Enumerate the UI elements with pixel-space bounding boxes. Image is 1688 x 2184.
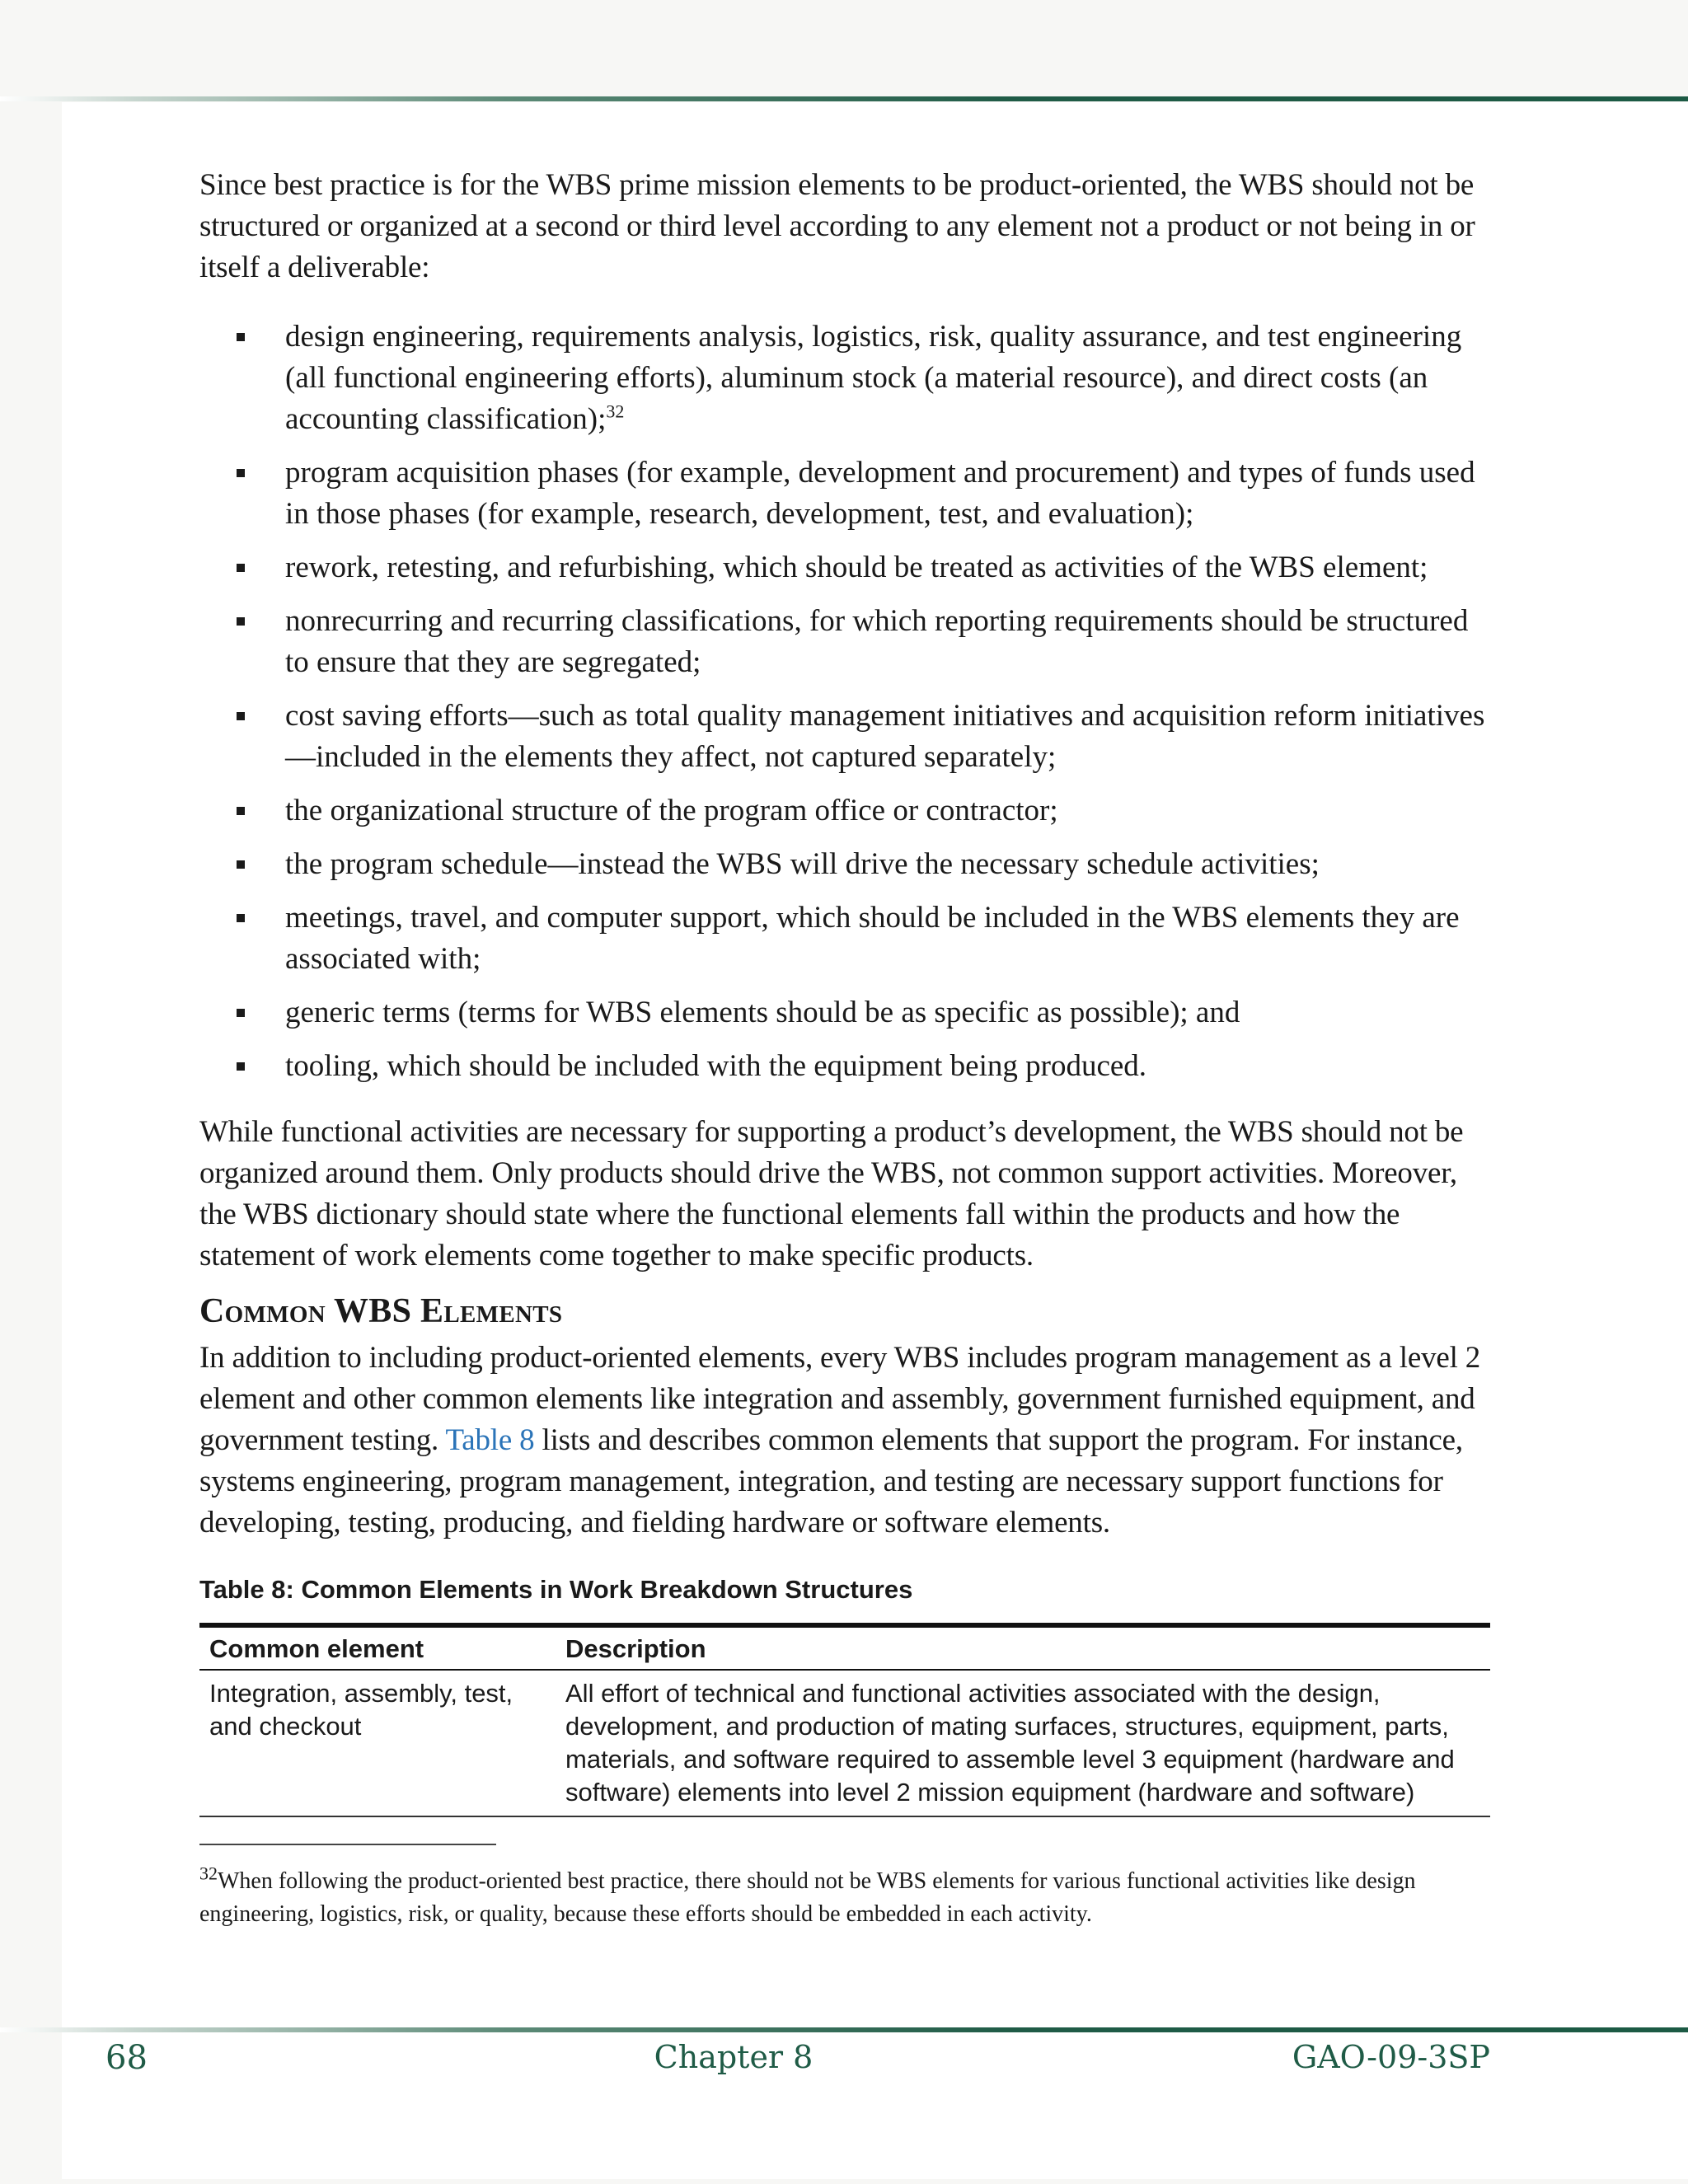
square-bullet-icon — [237, 617, 245, 626]
list-item: design engineering, requirements analysis, logistics, risk, quality assurance, and test engineering (all functional engineering efforts), aluminum stock (a material resource), and direct costs (an accounting classification);$^{32}$ — [199, 316, 1490, 440]
table-header-row — [199, 1625, 1490, 1670]
table-8-link[interactable]: Table 8 — [445, 1423, 535, 1457]
table-title: Table 8: Common Elements in Work Breakdown Structures — [199, 1575, 913, 1604]
square-bullet-icon — [237, 914, 245, 922]
square-bullet-icon — [237, 333, 245, 341]
list-item: the program schedule—instead the WBS will drive the necessary schedule activities; — [199, 844, 1490, 885]
list-item: rework, retesting, and refurbishing, which should be treated as activities of the WBS element; — [199, 547, 1490, 588]
section-heading: Common WBS Elements — [199, 1292, 563, 1330]
list-item: meetings, travel, and computer support, which should be included in the WBS elements they are associated with; — [199, 898, 1490, 980]
square-bullet-icon — [237, 712, 245, 720]
common-elements-paragraph: In addition to including product-oriented elements, every WBS includes program management as a level 2 element and other common elements like integration and assembly, government furnished equipment, and government testing. Table 8 lists and describes common elements that support the program. For instance, systems engineering, program management, integration, and testing are necessary support functions for developing, testing, producing, and fielding hardware or software elements. — [199, 1341, 1481, 1540]
square-bullet-icon — [237, 807, 245, 815]
page-number: 68 — [106, 2039, 148, 2077]
page-content — [199, 165, 1490, 1931]
functional-paragraph: While functional activities are necessary for supporting a product’s development, the WBS should not be organized around them. Only products should drive the WBS, not common support activities. Moreover, the WBS dictionary should state where the functional elements fall within the products and how the statement of work elements come together to make specific products. — [199, 1115, 1464, 1272]
footnote-number: 32 — [199, 1863, 218, 1884]
footnote: $^{32}$When following the product-oriented best practice, there should not be WBS elements for various functional activities like design engineering, logistics, risk, or quality, because these efforts should be embedded in each activity. — [199, 1863, 1416, 1927]
table-row — [199, 1670, 1490, 1816]
exclusion-list — [199, 316, 1490, 1087]
list-item: cost saving efforts—such as total quality management initiatives and acquisition reform initiatives—included in the elements they affect, not captured separately; — [199, 696, 1490, 778]
square-bullet-icon — [237, 564, 245, 572]
report-id: GAO-09-3SP — [1292, 2039, 1490, 2075]
header-rule — [0, 96, 1688, 101]
intro-paragraph: Since best practice is for the WBS prime mission elements to be product-oriented, the WBS should not be structured or organized at a second or third level according to any element not a product or not being in or itself a deliverable: — [199, 168, 1475, 284]
column-header: Description — [556, 1625, 1490, 1670]
square-bullet-icon — [237, 1062, 245, 1071]
table-cell: All effort of technical and functional activities associated with the design, development, and production of mating surfaces, structures, equipment, parts, materials, and software required to assemble level 3 equipment (hardware and software) elements into level 2 mission equipment (hardware and software) — [556, 1670, 1490, 1816]
square-bullet-icon — [237, 860, 245, 869]
common-elements-table — [199, 1623, 1490, 1817]
list-item: generic terms (terms for WBS elements should be as specific as possible); and — [199, 992, 1490, 1033]
page-footer — [0, 2039, 1688, 2088]
square-bullet-icon — [237, 1009, 245, 1017]
list-item: program acquisition phases (for example, development and procurement) and types of funds used in those phases (for example, research, development, test, and evaluation); — [199, 452, 1490, 535]
chapter-label: Chapter 8 — [654, 2039, 814, 2075]
list-item: the organizational structure of the program office or contractor; — [199, 790, 1490, 832]
square-bullet-icon — [237, 469, 245, 477]
list-item: tooling, which should be included with the equipment being produced. — [199, 1046, 1490, 1087]
table-cell: Integration, assembly, test, and checkout — [199, 1670, 556, 1816]
footnote-divider — [199, 1844, 496, 1845]
list-item: nonrecurring and recurring classifications, for which reporting requirements should be structured to ensure that they are segregated; — [199, 601, 1490, 683]
footnote-ref[interactable]: 32 — [606, 401, 625, 422]
column-header: Common element — [199, 1625, 556, 1670]
footer-rule — [0, 2027, 1688, 2032]
